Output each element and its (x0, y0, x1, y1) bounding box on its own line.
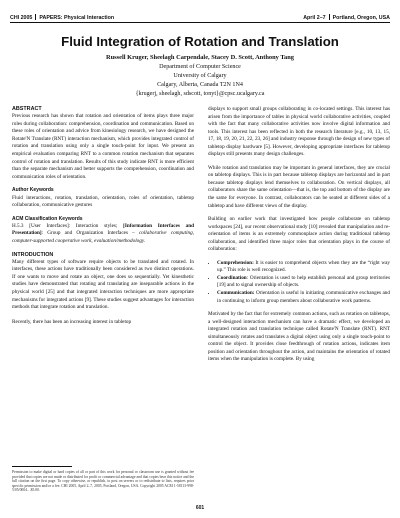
header-rule (10, 22, 390, 23)
running-header-right (303, 14, 390, 21)
body-paragraph: Motivated by the fact that for extremely common actions, such as rotation on tabletops, a well-designed interaction mechanism can have a dramatic effect, we developed an integrated rotation and translation technique called Rotate'N Translate (RNT). RNT simultaneously rotates and translates a digital object using only a single touch-point to control the object. It provides close feedthrough of rotation actions, indicates item position and orientation throughout the action, and maintains the orientation of rotated items when the manipulation is complete. By using (208, 311, 390, 363)
running-header-left (10, 14, 114, 21)
right-column (208, 106, 390, 370)
conference-name: CHI 2005 (10, 15, 33, 21)
affiliation-department: Department of Computer Science (159, 64, 241, 70)
acm-part: H.5.3 [User Interfaces]: Interaction styles; (12, 222, 124, 229)
keywords-heading: Author Keywords (12, 187, 54, 194)
list-item-text: Orientation is useful in initiating communicative exchanges and in continuing to inform group members about collaborative work patterns. (217, 290, 390, 304)
list-item (217, 260, 390, 275)
acm-part: : Group and Organization Interfaces – (41, 230, 139, 237)
body-paragraph: Building on earlier work that investigated how people collaborate on tabletop workspaces [24], our recent observational study [10] revealed that manipulation and re-orientation of items is an extremely commonplace action during traditional tabletop collaboration, and identified three major roles that orientation plays in the course of collaboration: (208, 216, 390, 253)
body-paragraph: displays to support small groups collaborating in co-located settings. This interest has arisen from the importance of tables in physical world collaborative activities, coupled with the fact that many collaborative activities now involve digital information and tools. This interest has been reflected in both the research literature [e.g., 10, 13, 15, 17, 18, 19, 20, 21, 22, 23, 26] and industry response through the design of new types of tabletop display hardware [5]. However, developing appropriate interfaces for tabletop displays still presents many design challenges. (208, 106, 390, 158)
orientation-roles-list (208, 260, 390, 305)
abstract-text: Previous research has shown that rotation and orientation of items plays three major roles during collaboration: comprehension, coordination and communication. Based on these roles of orientation and advice from kinesiology research, we have designed the Rotate'N Translate (RNT) interaction mechanism, which provides integrated control of rotation and translation using only a single touch-point for input. We present an empirical evaluation comparing RNT to a common rotation mechanism that separates control of rotation and translation. Results of this study indicate RNT is more efficient than the separate mechanism and better supports the comprehension, coordination and communication roles of orientation. (12, 113, 194, 180)
acm-bold-part: [Information Interfaces and Presentation] (12, 222, 194, 237)
list-item (217, 290, 390, 305)
list-item-term: Communication: (217, 290, 255, 297)
left-column (12, 106, 194, 332)
affiliation-city: Calgary, Alberta, Canada T2N 1N4 (157, 82, 243, 88)
copyright-notice: Permission to make digital or hard copies of all or part of this work for personal or classroom use is granted without fee provided that copies are not made or distributed for profit or commercial advantage and that copies bear this notice and the full citation on the first page. To copy otherwise, or republish, to post on servers or to redistribute to lists, requires prior specific permission and/or a fee. CHI 2005, April 2–7, 2005, Portland, Oregon, USA. Copyright 2005 ACM 1-58113-998-5/05/0004…$5.00. (12, 470, 194, 493)
affiliation-emails: {krugerj, sheelagh, sdscott, tonyt}@cpsc.ucalgary.ca (135, 91, 265, 97)
list-item-term: Comprehension: (217, 259, 254, 266)
paper-title: Fluid Integration of Rotation and Translation (61, 34, 339, 49)
abstract-heading: ABSTRACT (12, 106, 42, 112)
affiliation-university: University of Calgary (173, 73, 227, 79)
introduction-paragraph: Many different types of software require objects to be translated and rotated. In interfaces, these actions have traditionally been considered as two distinct operations. If one wants to move and rotate an object, one does so sequentially. Yet kinesthetic studies have demonstrated that rotating and translating are inseparable actions in the physical world [25] and that integrated interaction techniques are more appropriate mechanisms for integrated actions [9]. These studies suggest advantages for interaction methods that integrate rotation and translation. (12, 258, 194, 311)
keywords-text: Fluid interactions, rotation, translation, orientation, roles of orientation, tabletop collaboration, communicative gestures (12, 194, 194, 209)
footnote-rule (12, 466, 72, 467)
acm-classification-heading: ACM Classification Keywords (12, 215, 83, 222)
header-separator (329, 14, 330, 20)
list-item (217, 275, 390, 290)
introduction-heading: INTRODUCTION (12, 251, 54, 258)
conference-location: Portland, Oregon, USA (332, 15, 390, 21)
acm-classification-text (12, 223, 194, 246)
body-paragraph: While rotation and translation may be important in general interfaces, they are crucial on tabletop displays. This is in part because tabletop displays are horizontal and in part because tabletop displays lend themselves to collaboration. On vertical displays, all collaborators share the same orientation—that is, the top and bottom of the display are the same for everyone. In contrast, collaborators can be seated at different sides of a tabletop and have different views of the display. (208, 164, 390, 209)
conference-dates: April 2–7 (303, 15, 326, 21)
acm-italic-part: collaborative computing, computer-supported cooperative work, evaluation/methodology. (12, 230, 194, 244)
session-name: PAPERS: Physical Interaction (39, 15, 115, 21)
list-item-text: : Orientation is used to help establish personal and group territories [19] and to signal ownership of objects. (217, 274, 390, 289)
introduction-paragraph: Recently, there has been an increasing interest in tabletop (12, 318, 132, 325)
running-header (10, 14, 390, 28)
page-number: 601 (195, 505, 205, 511)
header-separator (35, 14, 36, 20)
list-item-text: It is easier to comprehend objects when they are the “right way up.” This role is well recognized. (217, 259, 390, 274)
list-item-term: Coordination (217, 274, 247, 281)
author-list: Russell Kruger, Sheelagh Carpendale, Stacey D. Scott, Anthony Tang (106, 54, 294, 61)
